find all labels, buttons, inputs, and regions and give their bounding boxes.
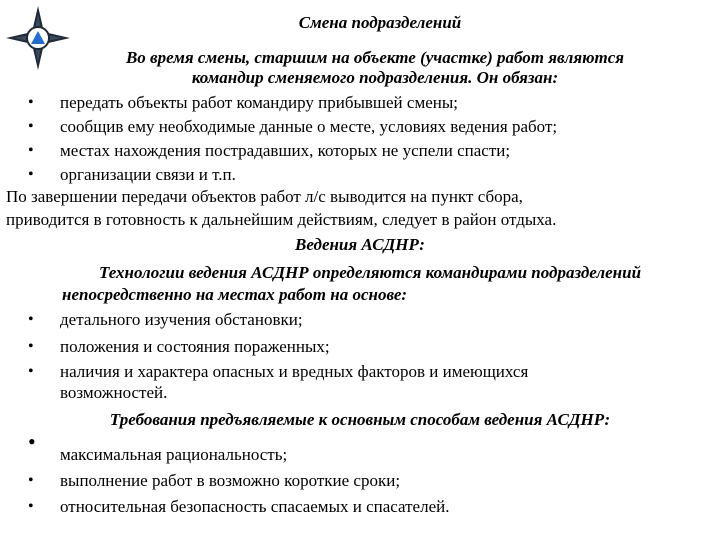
- list-item-text: положения и состояния пораженных;: [60, 337, 330, 356]
- bullet-marker: •: [28, 142, 34, 159]
- section2-title: Ведения АСДНР:: [295, 235, 425, 254]
- list-item-text: детального изучения обстановки;: [60, 310, 303, 329]
- list-item-text: местах нахождения пострадавших, которых не успели спасти;: [60, 141, 511, 160]
- bullet-marker: •: [28, 429, 36, 454]
- bullet-marker: •: [28, 311, 34, 328]
- after-line-1: По завершении передачи объектов работ л/с выводится на пункт сбора,: [6, 187, 523, 206]
- tech-intro-line-1: Технологии ведения АСДНР определяются командирами подразделений: [98, 263, 642, 282]
- bullet-marker: •: [28, 472, 34, 489]
- intro-line-2: командир сменяемого подразделения. Он обязан:: [191, 68, 559, 87]
- bullet-marker: •: [28, 363, 34, 380]
- intro-line-1: Во время смены, старшим на объекте (участке) работ являются: [125, 48, 625, 67]
- tech-intro-line-2: непосредственно на местах работ на основе:: [62, 285, 408, 304]
- bullet-marker: •: [28, 118, 34, 135]
- list-item-text: наличия и характера опасных и вредных факторов и имеющихся: [60, 362, 529, 381]
- bullet-marker: •: [28, 94, 34, 111]
- slide-title: Смена подразделений: [298, 13, 462, 32]
- list-item-text: относительная безопасность спасаемых и спасателей.: [60, 497, 450, 516]
- requirements-title: Требования предъявляемые к основным способам ведения АСДНР:: [109, 410, 611, 429]
- list-item-text: организации связи и т.п.: [60, 165, 236, 184]
- list-item-text: сообщив ему необходимые данные о месте, условиях ведения работ;: [60, 117, 558, 136]
- list-item-text: выполнение работ в возможно короткие сроки;: [60, 471, 401, 490]
- bullet-marker: •: [28, 338, 34, 355]
- list-item-text: максимальная рациональность;: [60, 445, 288, 464]
- after-line-2: приводится в готовность к дальнейшим действиям, следует в район отдыха.: [6, 210, 557, 229]
- list-item-text: передать объекты работ командиру прибывшей смены;: [60, 93, 458, 112]
- bullet-marker: •: [28, 166, 34, 183]
- bullet-marker: •: [28, 498, 34, 515]
- list-item-text: возможностей.: [60, 383, 168, 402]
